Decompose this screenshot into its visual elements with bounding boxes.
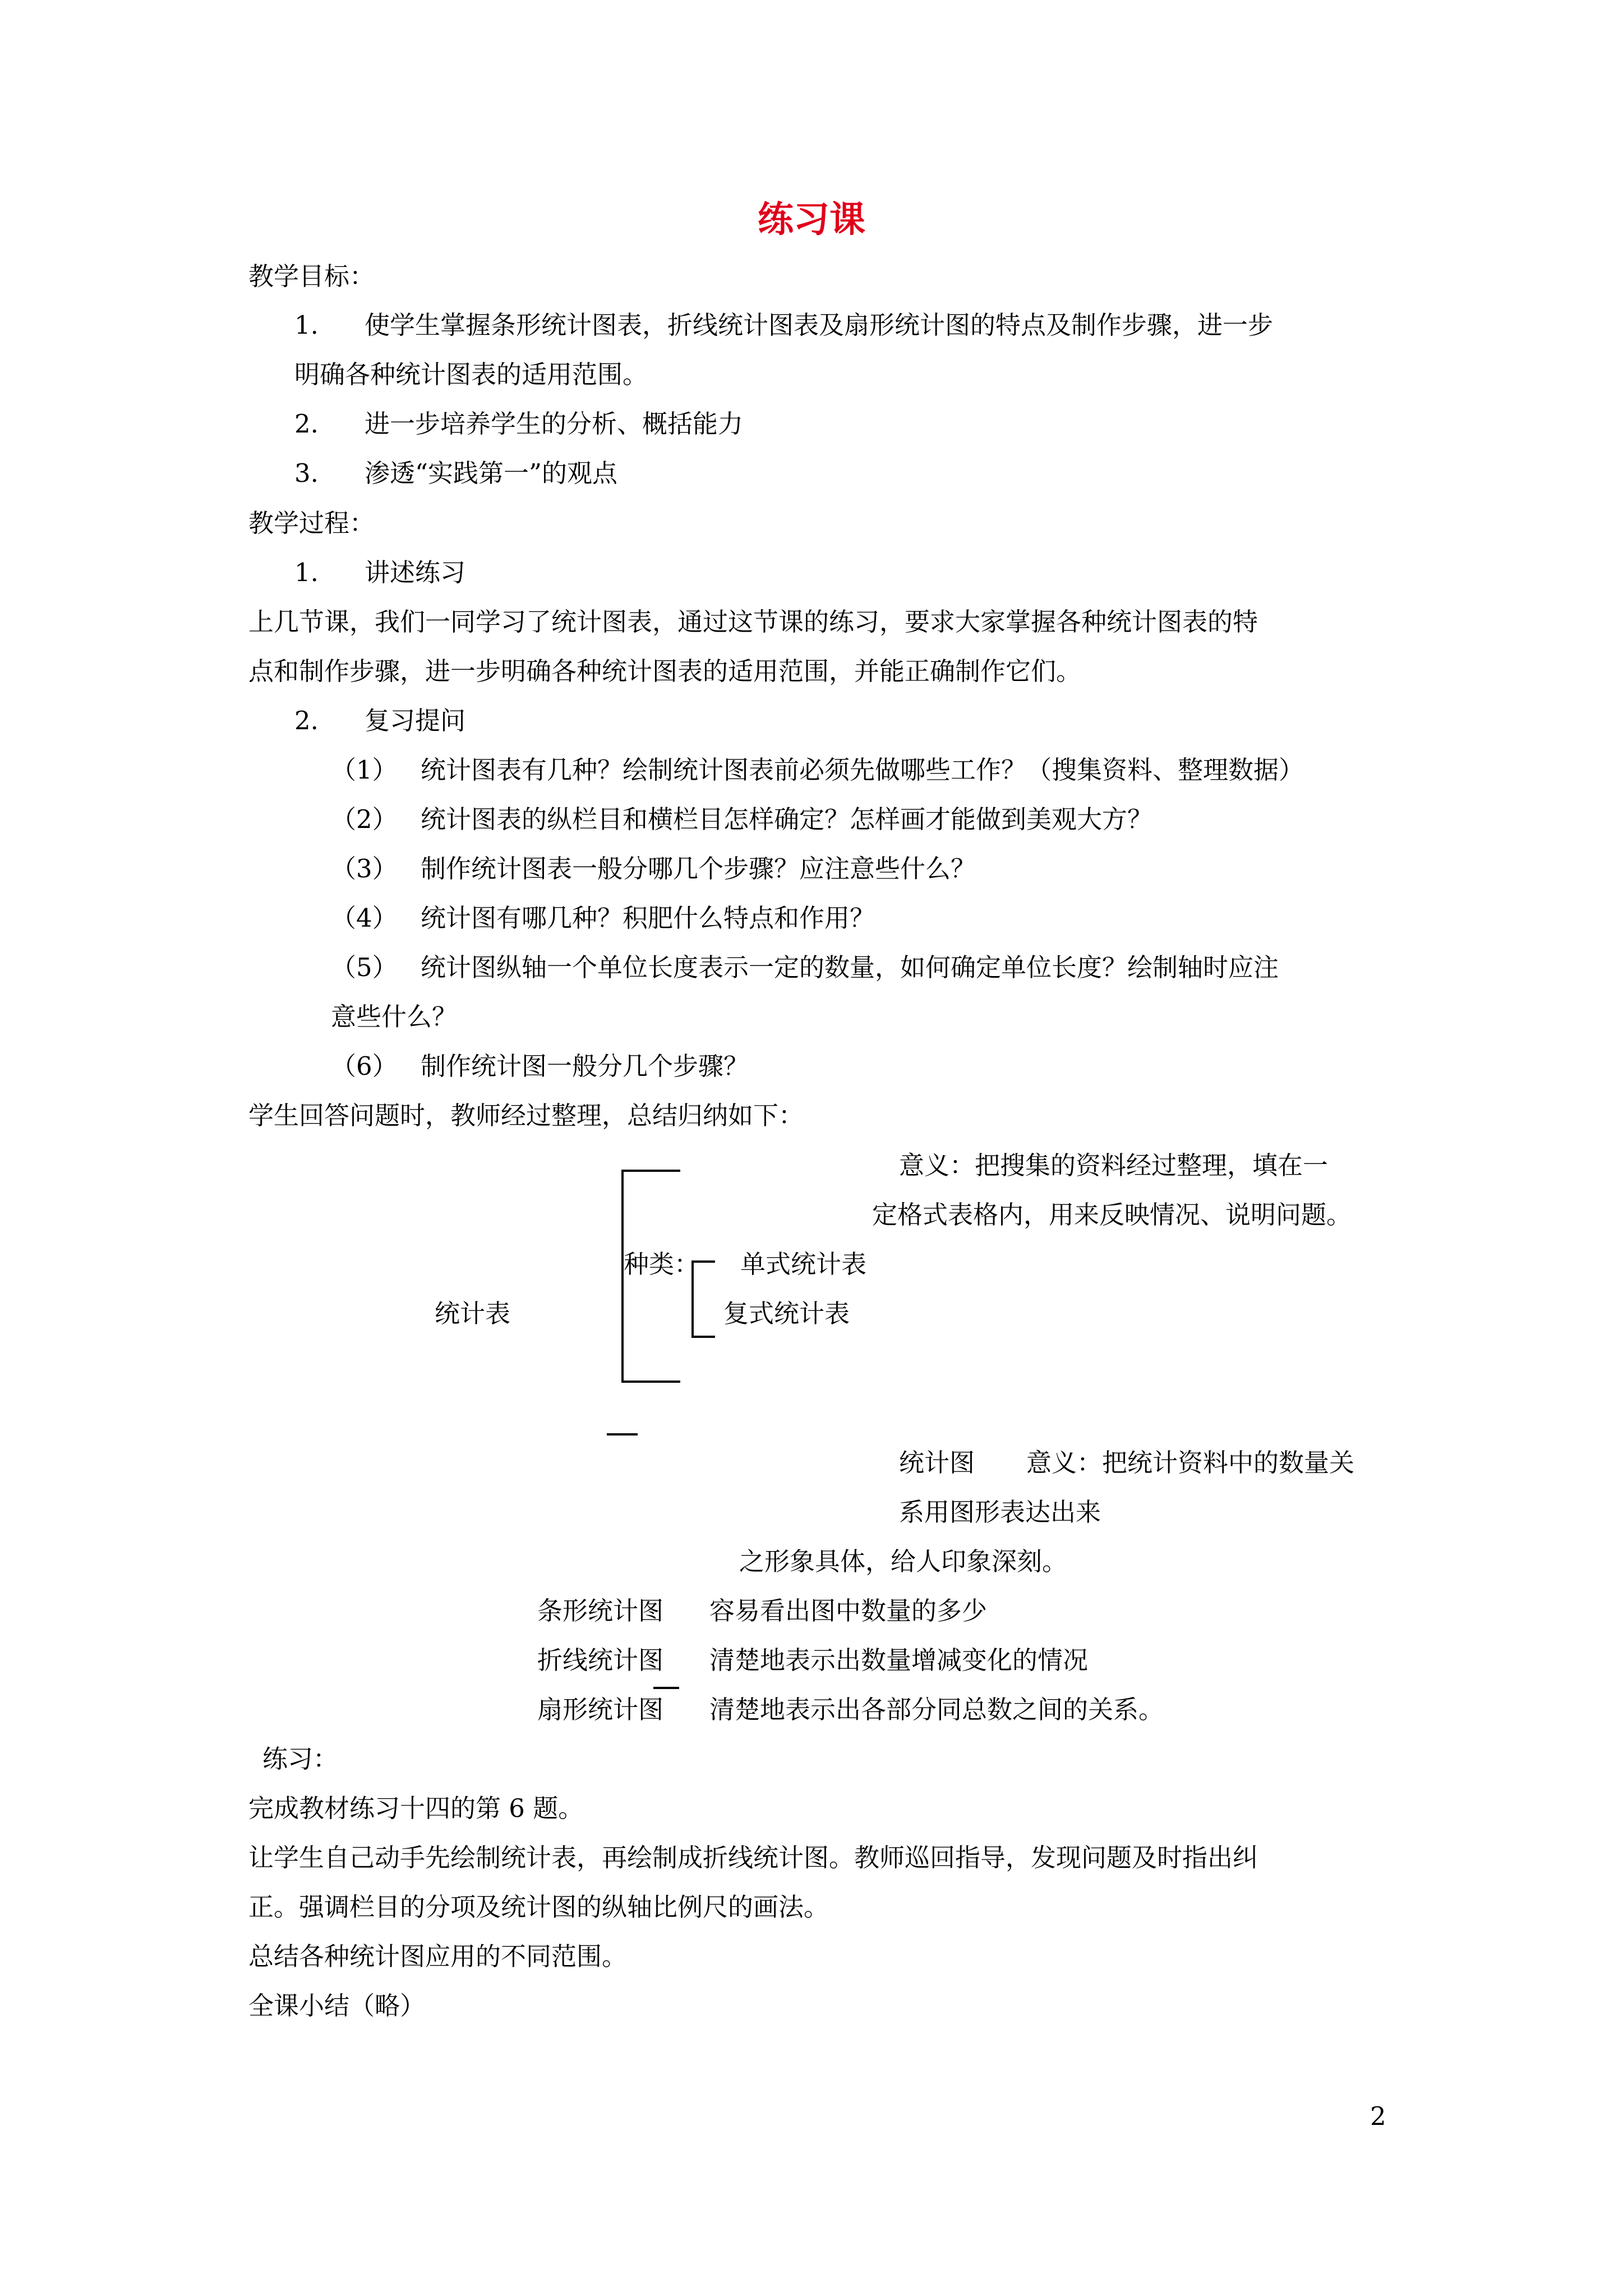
question-5-text: 统计图纵轴一个单位长度表示一定的数量，如何确定单位长度？绘制轴时应注 <box>421 953 1279 982</box>
compound-table-label: 复式统计表 <box>723 1299 850 1328</box>
table-bracket-bottom <box>621 1381 680 1383</box>
question-2-number: （2） <box>331 804 398 834</box>
summary-intro: 学生回答问题时，教师经过整理，总结归纳如下： <box>248 1101 804 1130</box>
page-title: 练习课 <box>758 199 865 241</box>
chart-meaning-line-2: 系用图形表达出来 <box>899 1497 1101 1527</box>
statistical-chart-label: 统计图 <box>899 1448 975 1478</box>
practice-line-3: 正。强调栏目的分项及统计图的纵轴比例尺的画法。 <box>248 1892 829 1922</box>
chart-bracket-mark <box>653 1687 679 1689</box>
question-5-number: （5） <box>331 953 398 982</box>
pie-chart-desc: 清楚地表示出各部分同总数之间的关系。 <box>709 1695 1164 1724</box>
single-table-label: 单式统计表 <box>740 1249 867 1279</box>
lesson-summary: 全课小结（略） <box>248 1991 426 2021</box>
step-1-label: 讲述练习 <box>365 558 466 587</box>
goal-3-number: 3. <box>294 458 319 488</box>
question-6-number: （6） <box>331 1051 398 1081</box>
practice-line-4: 总结各种统计图应用的不同范围。 <box>248 1941 628 1971</box>
chart-meaning-line-1: 意义：把统计资料中的数量关 <box>1026 1448 1355 1478</box>
table-meaning-line-1: 意义：把搜集的资料经过整理，填在一 <box>899 1151 1329 1180</box>
question-4-number: （4） <box>331 903 398 933</box>
bar-chart-desc: 容易看出图中数量的多少 <box>709 1596 988 1626</box>
question-3-text: 制作统计图表一般分哪几个步骤？应注意些什么？ <box>421 854 976 884</box>
process-heading: 教学过程： <box>248 508 375 538</box>
kinds-bracket-bottom <box>691 1336 715 1338</box>
step-2-number: 2. <box>294 706 319 735</box>
page-number: 2 <box>1370 2101 1386 2131</box>
goals-heading: 教学目标： <box>248 261 375 291</box>
practice-heading: 练习： <box>262 1744 339 1774</box>
goal-3-text: 渗透“实践第一”的观点 <box>365 458 618 488</box>
paragraph-1-line-2: 点和制作步骤，进一步明确各种统计图表的适用范围，并能正确制作它们。 <box>248 656 1082 686</box>
question-1-text: 统计图表有几种？绘制统计图表前必须先做哪些工作？（搜集资料、整理数据） <box>421 755 1304 785</box>
goal-1-text: 使学生掌握条形统计图表，折线统计图表及扇形统计图的特点及制作步骤，进一步 <box>365 310 1274 340</box>
question-3-number: （3） <box>331 854 398 884</box>
question-5-text-cont: 意些什么？ <box>331 1002 458 1032</box>
chart-meaning-line-3: 之形象具体，给人印象深刻。 <box>739 1547 1068 1576</box>
table-meaning-line-2: 定格式表格内，用来反映情况、说明问题。 <box>872 1200 1352 1230</box>
goal-1-text-cont: 明确各种统计图表的适用范围。 <box>294 360 648 389</box>
bar-chart-name: 条形统计图 <box>537 1596 664 1626</box>
goal-1-number: 1. <box>294 310 319 340</box>
pie-chart-name: 扇形统计图 <box>537 1695 664 1724</box>
step-1-number: 1. <box>294 558 319 587</box>
question-2-text: 统计图表的纵栏目和横栏目怎样确定？怎样画才能做到美观大方？ <box>421 804 1153 834</box>
line-chart-name: 折线统计图 <box>537 1645 664 1675</box>
paragraph-1-line-1: 上几节课，我们一同学习了统计图表，通过这节课的练习，要求大家掌握各种统计图表的特 <box>248 607 1258 637</box>
goal-2-text: 进一步培养学生的分析、概括能力 <box>365 409 744 439</box>
chart-bracket-top <box>607 1433 638 1435</box>
goal-2-number: 2. <box>294 409 319 439</box>
practice-line-2: 让学生自己动手先绘制统计表，再绘制成折线统计图。教师巡回指导，发现问题及时指出纠 <box>248 1843 1258 1872</box>
step-2-label: 复习提问 <box>365 706 466 735</box>
practice-line-1: 完成教材练习十四的第 6 题。 <box>248 1793 584 1823</box>
question-6-text: 制作统计图一般分几个步骤？ <box>421 1051 749 1081</box>
question-4-text: 统计图有哪几种？积肥什么特点和作用？ <box>421 903 875 933</box>
statistical-table-label: 统计表 <box>435 1299 511 1328</box>
line-chart-desc: 清楚地表示出数量增减变化的情况 <box>709 1645 1089 1675</box>
table-kinds-label: 种类： <box>624 1249 700 1279</box>
table-bracket-top <box>621 1170 680 1172</box>
question-1-number: （1） <box>331 755 398 785</box>
